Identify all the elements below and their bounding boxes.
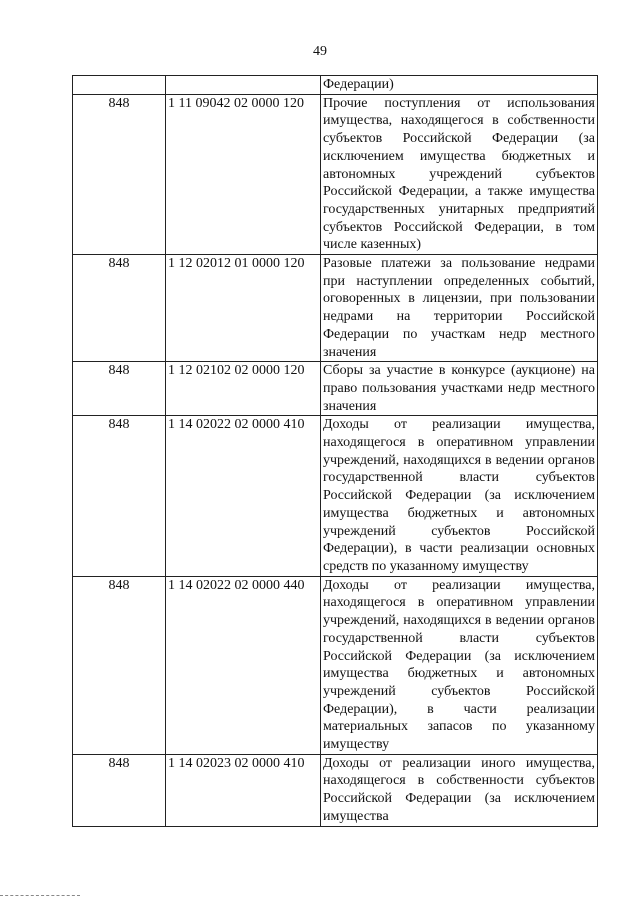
page-edge-mark <box>0 895 80 897</box>
budget-classification-code-cell: 1 14 02022 02 0000 440 <box>166 576 321 754</box>
table-row <box>73 255 598 362</box>
admin-code-cell: 848 <box>73 362 166 416</box>
revenue-name-cell: Разовые платежи за пользование недрами при наступлении определенных событий, оговоренных в лицензии, при пользовании недрами на территории Российской Федерации по участкам недр местного значения <box>321 255 598 362</box>
budget-classification-code-cell <box>166 76 321 95</box>
revenue-name-cell: Сборы за участие в конкурсе (аукционе) на право пользования участками недр местного значения <box>321 362 598 416</box>
table-row <box>73 94 598 254</box>
revenue-codes-table <box>72 75 598 827</box>
admin-code-cell: 848 <box>73 416 166 576</box>
table-row <box>73 76 598 95</box>
budget-classification-code-cell: 1 11 09042 02 0000 120 <box>166 94 321 254</box>
page-number: 49 <box>313 44 327 59</box>
admin-code-cell: 848 <box>73 754 166 826</box>
budget-classification-code-cell: 1 12 02102 02 0000 120 <box>166 362 321 416</box>
budget-classification-code-cell: 1 14 02023 02 0000 410 <box>166 754 321 826</box>
admin-code-cell: 848 <box>73 576 166 754</box>
table-row <box>73 362 598 416</box>
table-row <box>73 754 598 826</box>
revenue-name-cell: Доходы от реализации имущества, находящегося в оперативном управлении учреждений, находящихся в ведении органов государственной власти субъектов Российской Федерации (за исключением имущества бюджетных и автономных учреждений субъектов Российской Федерации), в части реализации материальных запасов по указанному имуществу <box>321 576 598 754</box>
admin-code-cell <box>73 76 166 95</box>
revenue-name-cell: Доходы от реализации имущества, находящегося в оперативном управлении учреждений, находящихся в ведении органов государственной власти субъектов Российской Федерации (за исключением имущества бюджетных и автономных учреждений субъектов Российской Федерации), в части реализации основных средств по указанному имуществу <box>321 416 598 576</box>
admin-code-cell: 848 <box>73 255 166 362</box>
revenue-name-cell: Прочие поступления от использования имущества, находящегося в собственности субъектов Российской Федерации (за исключением имущества бюджетных и автономных учреждений субъектов Российской Федерации, а также имущества государственных унитарных предприятий субъектов Российской Федерации, в том числе казенных) <box>321 94 598 254</box>
table-row <box>73 416 598 576</box>
revenue-name-cell: Доходы от реализации иного имущества, находящегося в собственности субъектов Российской Федерации (за исключением имущества <box>321 754 598 826</box>
budget-classification-code-cell: 1 14 02022 02 0000 410 <box>166 416 321 576</box>
revenue-name-cell: Федерации) <box>321 76 598 95</box>
table-row <box>73 576 598 754</box>
admin-code-cell: 848 <box>73 94 166 254</box>
budget-classification-code-cell: 1 12 02012 01 0000 120 <box>166 255 321 362</box>
